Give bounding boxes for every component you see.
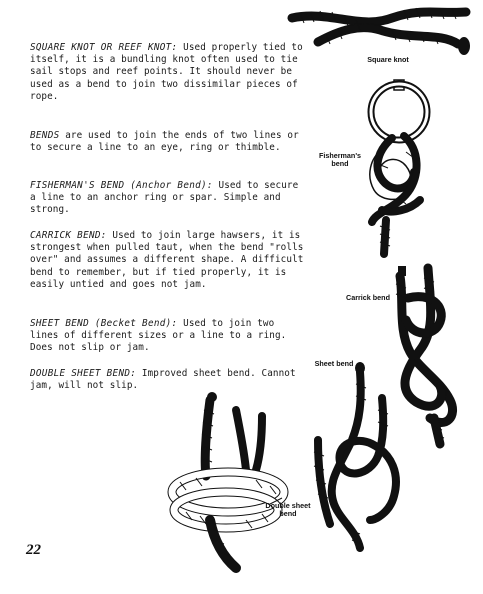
entry-term: DOUBLE SHEET BEND: — [30, 368, 137, 379]
caption-carrick-bend: Carrick bend — [346, 293, 390, 302]
entry-term: CARRICK BEND: — [30, 230, 107, 241]
entry-text: Used to join large hawsers, it is strongest when pulled taut, when the bend "rolls over" and assumes a different shape. A difficult bend to remember, but if tied properly, it is easily untied and goes not jam. — [30, 230, 304, 290]
entry-text: are used to join the ends of two lines or to secure a line to an eye, ring or thimble. — [30, 130, 299, 154]
entry-term: FISHERMAN'S BEND (Anchor Bend): — [30, 180, 213, 191]
entry-text: Used properly tied to itself, it is a bundling knot often used to tie sail stops and reef points. It should never be used as a bend to join two dissimilar pieces of rope. — [30, 42, 303, 102]
caption-square-knot: Square knot — [367, 55, 409, 64]
caption-sheet-bend: Sheet bend — [314, 359, 354, 368]
entry-term: SQUARE KNOT OR REEF KNOT: — [30, 42, 178, 53]
caption-double-sheet-bend: Double sheet bend — [265, 501, 311, 518]
entry-text: Used to join two lines of different sizes or a line to a ring. Does not slip or jam. — [30, 318, 287, 354]
page-number: 22 — [26, 542, 41, 558]
caption-fishermans-bend: Fisherman's bend — [318, 151, 362, 168]
entry-text: Used to secure a line to an anchor ring or spar. Simple and strong. — [30, 180, 299, 216]
entry-term: BENDS — [30, 130, 60, 141]
entry-text: Improved sheet bend. Cannot jam, will not slip. — [30, 368, 296, 392]
entry-term: SHEET BEND (Becket Bend): — [30, 318, 178, 329]
